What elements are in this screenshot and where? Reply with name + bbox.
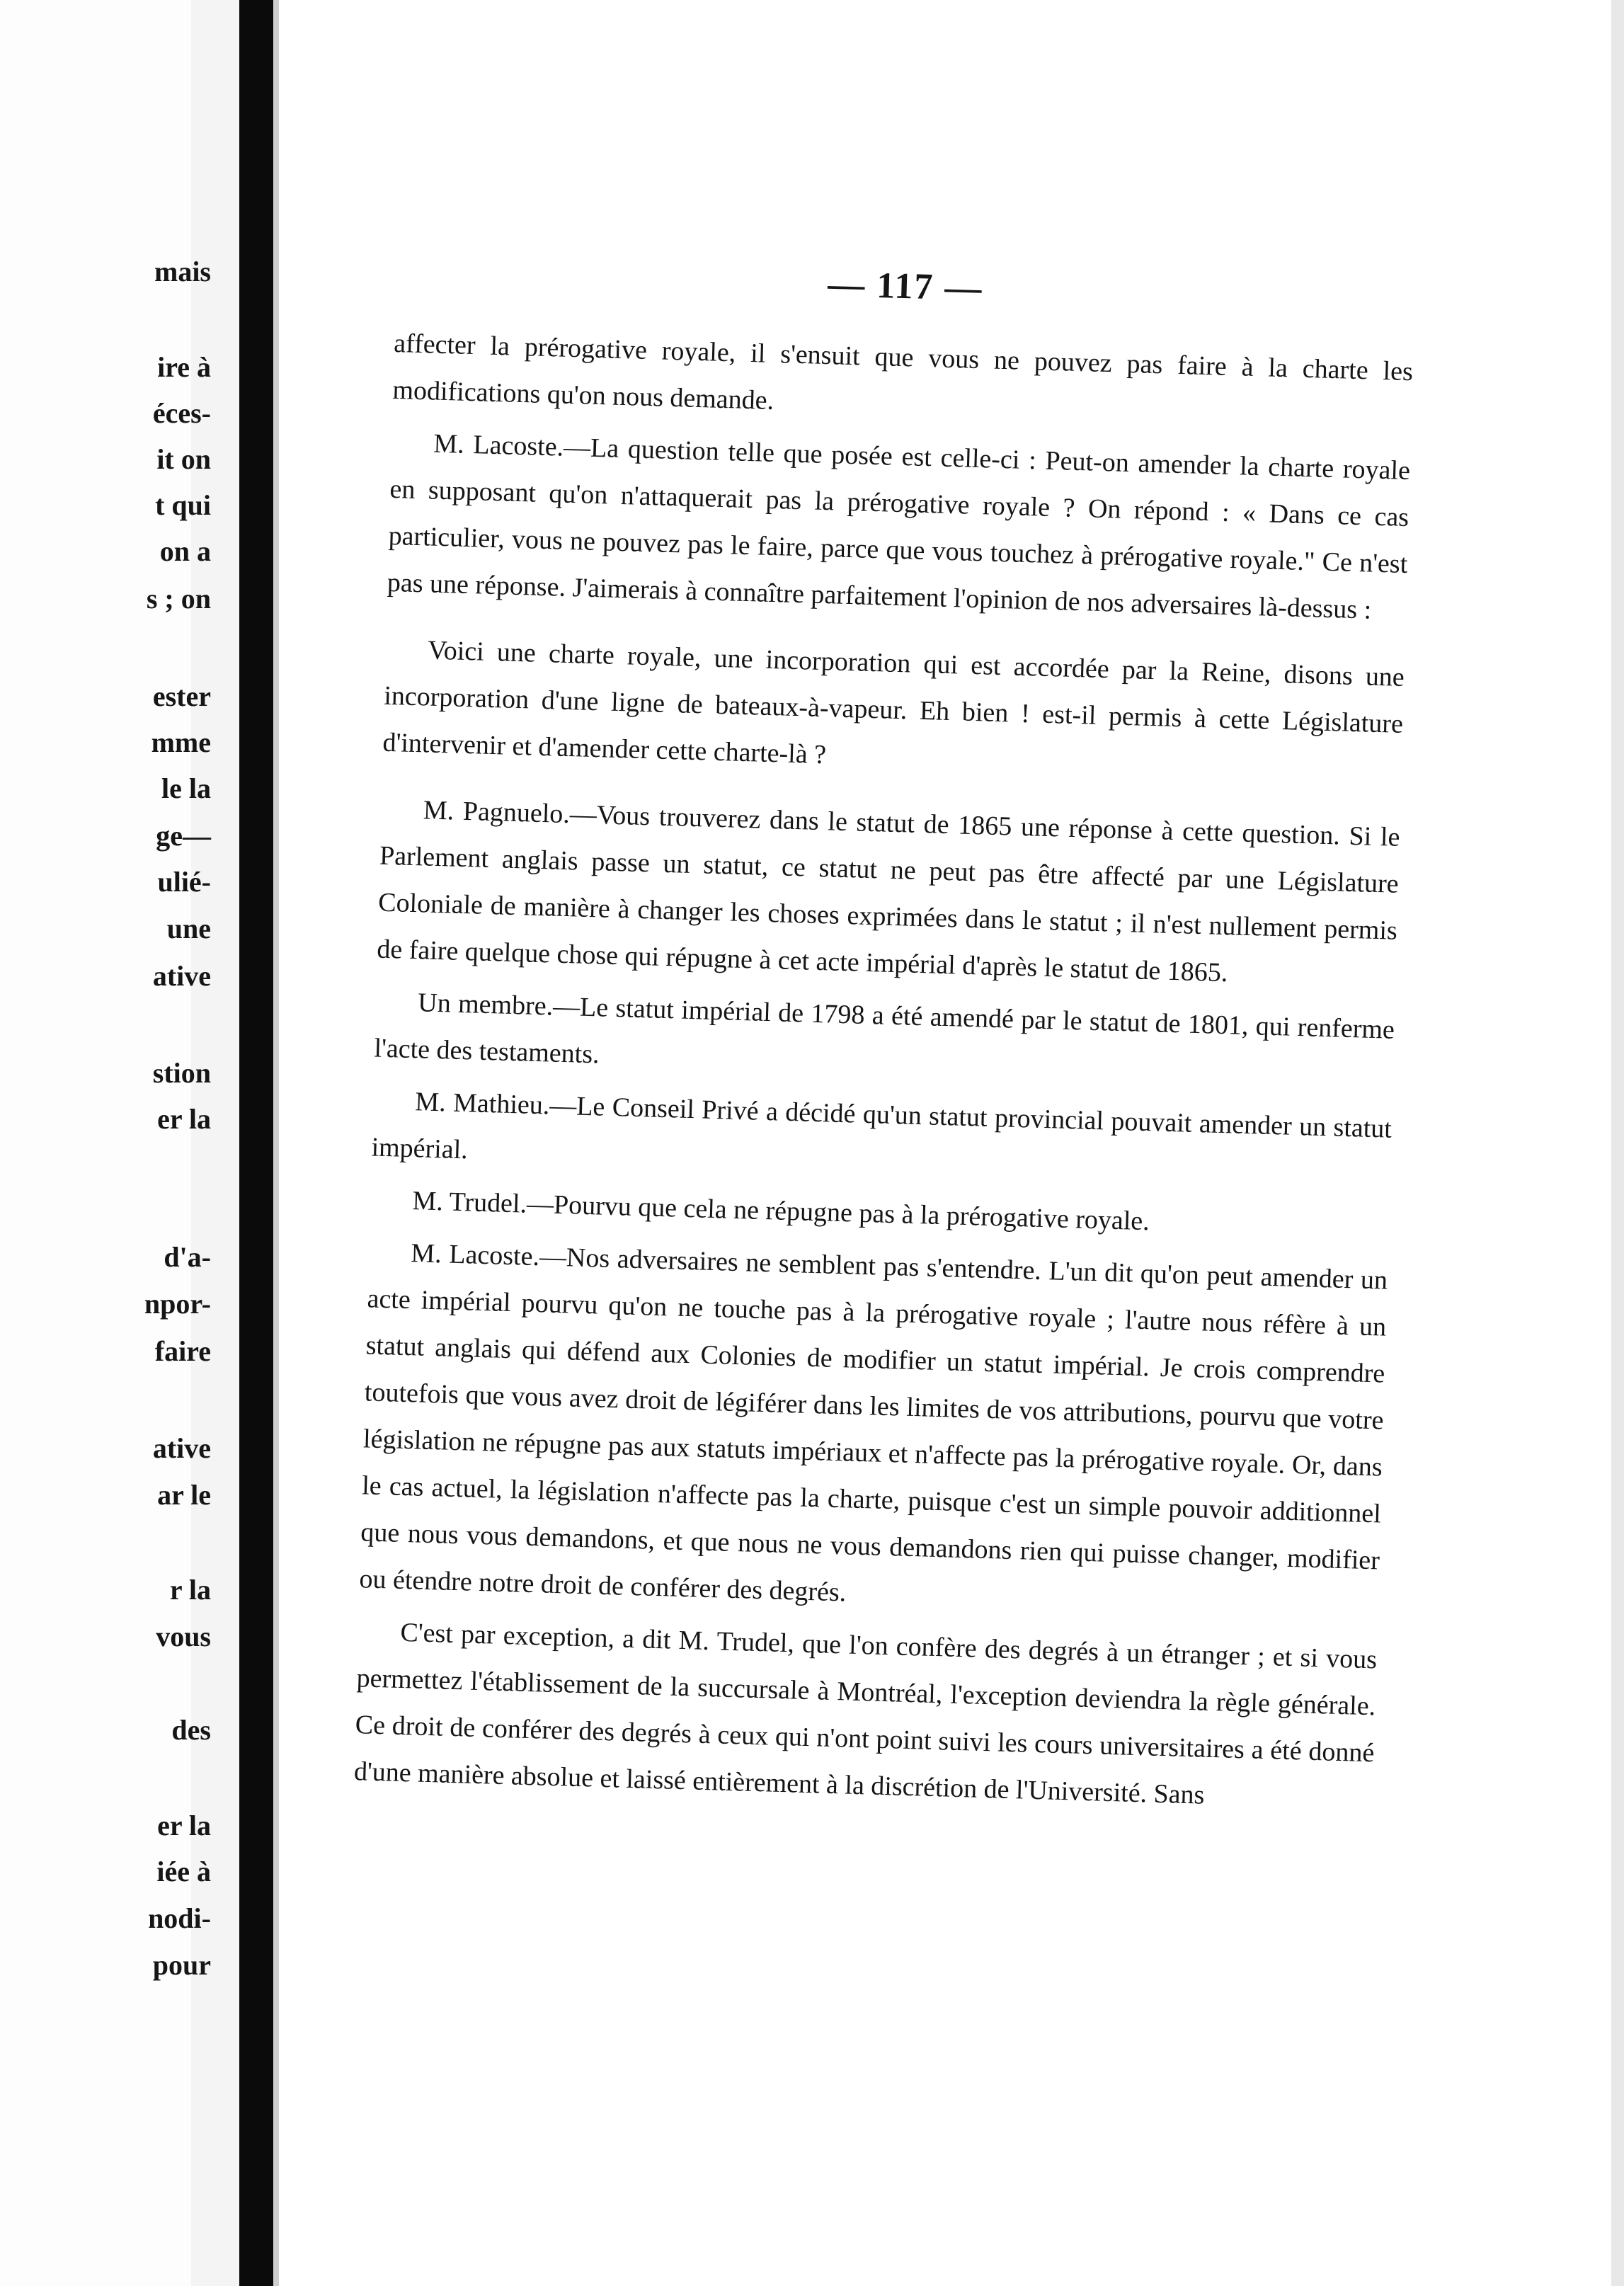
paragraph: M. Lacoste.—Nos adversaires ne semblent pas s'entendre. L'un dit qu'on peut amender un acte impérial pourvu qu'on ne touche pas à la prérogative royale ; l'autre nous réfère à un statut anglais qui défend aux Colonies de modifier un statut impérial. Je crois comprendre toutefois que vous avez droit de légiférer dans les limites de vos attributions, pourvu que votre législation ne répugne pas aux statuts impériaux et n'affecte pas la prérogative royale. Or, dans le cas actuel, la législation n'affecte pas la charte, puisque c'est un simple pouvoir additionnel que nous vous demandons, et que nous ne vous demandons rien qui puisse changer, modifier ou étendre notre droit de conférer des degrés. — [359, 1238, 1388, 1608]
left-page-fragment: on a — [159, 535, 211, 567]
left-page-fragment: nodi- — [148, 1902, 211, 1934]
paragraph: M. Pagnuelo.—Vous trouverez dans le statut de 1865 une réponse à cette question. Si le Parlement anglais passe un statut, ce statut ne peut pas être affecté par une Législature Coloniale de manière à changer les choses exprimées dans le statut ; il n'est nullement permis de faire quelque chose qui répugne à cet acte impérial d'après le statut de 1865. — [376, 795, 1401, 988]
left-page-fragment: mme — [151, 726, 211, 758]
left-page-fragment: ar le — [157, 1479, 211, 1511]
paragraph: M. Mathieu.—Le Conseil Privé a décidé qu'un statut provincial pouvait amender un statut impérial. — [371, 1087, 1393, 1165]
left-page-fragment: vous — [156, 1621, 211, 1652]
book-gutter — [239, 0, 273, 2286]
right-page-edge — [1611, 0, 1624, 2286]
left-page-edge — [191, 0, 239, 2286]
left-page-fragment: ge— — [156, 820, 211, 852]
left-page-fragment: éces- — [152, 397, 211, 429]
left-page-fragment: d'a- — [164, 1241, 211, 1273]
paragraph: C'est par exception, a dit M. Trudel, que l'on confère des degrés à un étranger ; et si vous permettez l'établissement de la succursale à Montréal, l'exception deviendra la règle générale. Ce droit de conférer des degrés à ceux qui n'ont point suivi les cours universitaires a été donné d'une manière absolue et laissé entièrement à la discrétion de l'Université. Sans — [353, 1617, 1378, 1810]
paragraph: affecter la prérogative royale, il s'ensuit que vous ne pouvez pas faire à la charte les modifications qu'on nous demande. — [391, 328, 1414, 416]
paragraph: Voici une charte royale, une incorporation qui est accordée par la Reine, disons une incorporation d'une ligne de bateaux-à-vapeur. Eh bien ! est-il permis à cette Législature d'intervenir et d'amender cette charte-là ? — [382, 635, 1405, 770]
left-page-fragment: mais — [154, 256, 211, 287]
paragraph: M. Trudel.—Pourvu que cela ne répugne pas à la prérogative royale. — [411, 1186, 1150, 1237]
left-page-fragment: er la — [157, 1810, 211, 1841]
left-page-fragment: ative — [152, 1432, 211, 1464]
page-number: — 117 — — [827, 264, 984, 309]
gutter-shadow — [273, 0, 279, 2286]
left-page-fragment: er la — [157, 1103, 211, 1135]
left-page-fragment: ire à — [157, 351, 211, 383]
left-page — [0, 0, 239, 2286]
left-page-fragment: ative — [152, 960, 211, 992]
left-page-fragment: le la — [161, 772, 211, 804]
page-content — [353, 251, 1416, 1829]
body-text — [353, 320, 1414, 1823]
left-page-fragment: stion — [152, 1057, 211, 1089]
left-page-fragment: t qui — [155, 489, 211, 521]
left-page-fragment: r la — [169, 1574, 211, 1606]
left-page-fragment: pour — [152, 1949, 211, 1981]
left-page-fragment: des — [171, 1714, 211, 1746]
left-page-fragment: npor- — [144, 1288, 211, 1320]
left-page-fragment: it on — [156, 443, 211, 475]
left-page-fragment: faire — [154, 1335, 211, 1367]
left-page-fragment: iée à — [156, 1856, 211, 1887]
left-page-fragment: ester — [152, 680, 211, 712]
paragraph: Un membre.—Le statut impérial de 1798 a été amendé par le statut de 1801, qui renferme l'acte des testaments. — [373, 988, 1395, 1070]
left-page-fragment: une — [166, 913, 211, 944]
left-page-fragment: ulié- — [157, 866, 211, 898]
paragraph: M. Lacoste.—La question telle que posée est celle-ci : Peut-on amender la charte royale en supposant qu'on n'attaquerait pas la prérogative royale ? On répond : « Dans ce cas particulier, vous ne pouvez pas le faire, parce que vous touchez à prérogative royale." Ce n'est pas une réponse. J'aimerais à connaître parfaitement l'opinion de nos adversaires là-dessus : — [387, 428, 1411, 625]
left-page-fragment: s ; on — [146, 583, 211, 615]
